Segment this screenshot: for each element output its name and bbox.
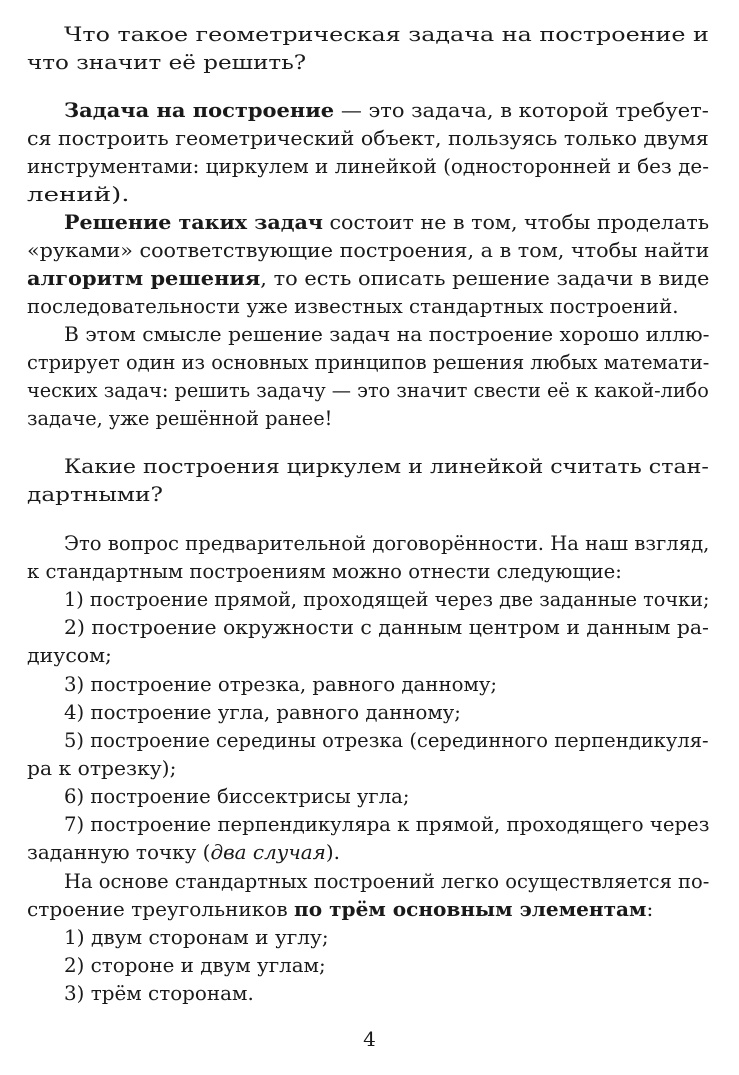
para1-line2: ся построить геометрический объект, пользуясь только двумя [27,126,709,150]
list-item-2-line1: 2) построение окружности с данным центром и данным ра- [64,615,709,639]
list-item-4: 4) построение угла, равного данному; [64,700,461,724]
intro-line2: к стандартным построениям можно отнести следующие: [27,559,622,583]
para1-line3: инструментами: циркулем и линейкой (односторонней и без де- [27,154,709,178]
list-item-2-line2: диусом; [27,643,112,667]
element-item-1: 1) двум сторонам и углу; [64,925,329,949]
section1-heading-line2: что значит её решить? [27,50,307,74]
element-item-2: 2) стороне и двум углам; [64,953,326,977]
para3-line3: ческих задач: решить задачу — это значит свести её к какой-либо [27,378,709,402]
para2-line4: последовательности уже известных стандартных построений. [27,294,679,318]
para2-line3: алгоритм решения, то есть описать решение задачи в виде [27,266,710,290]
outro-line2: строение треугольников по трём основным элементам: [27,897,654,921]
list-item-6: 6) построение биссектрисы угла; [64,784,410,808]
section1-heading-line1: Что такое геометрическая задача на построение и [64,22,709,46]
element-item-3: 3) трём сторонам. [64,981,254,1005]
section2-heading-line1: Какие построения циркулем и линейкой считать стан- [64,454,709,478]
para3-line1: В этом смысле решение задач на построение хорошо иллю- [64,322,710,346]
para1-line4: лений). [27,182,130,206]
list-item-7-line2: заданную точку (два случая). [27,840,340,864]
list-item-5-line2: ра к отрезку); [27,756,177,780]
para2-line2: «руками» соответствующие построения, а в том, чтобы найти [27,238,710,262]
para1-line1: Задача на построение — это задача, в которой требует- [64,98,709,122]
para2-line1: Решение таких задач состоит не в том, чтобы проделать [64,210,710,234]
section2-heading-line2: дартными? [27,482,163,506]
list-item-5-line1: 5) построение середины отрезка (серединного перпендикуля- [64,728,709,752]
outro-line1: На основе стандартных построений легко осуществляется по- [64,869,710,893]
para3-line4: задаче, уже решённой ранее! [27,406,333,430]
intro-line1: Это вопрос предварительной договорённости. На наш взгляд, [64,531,710,555]
list-item-3: 3) построение отрезка, равного данному; [64,672,498,696]
page-number: 4 [363,1027,376,1051]
para3-line2: стрирует один из основных принципов решения любых математи- [27,350,710,374]
list-item-1: 1) построение прямой, проходящей через две заданные точки; [64,587,710,611]
list-item-7-line1: 7) построение перпендикуляра к прямой, проходящего через [64,812,710,836]
